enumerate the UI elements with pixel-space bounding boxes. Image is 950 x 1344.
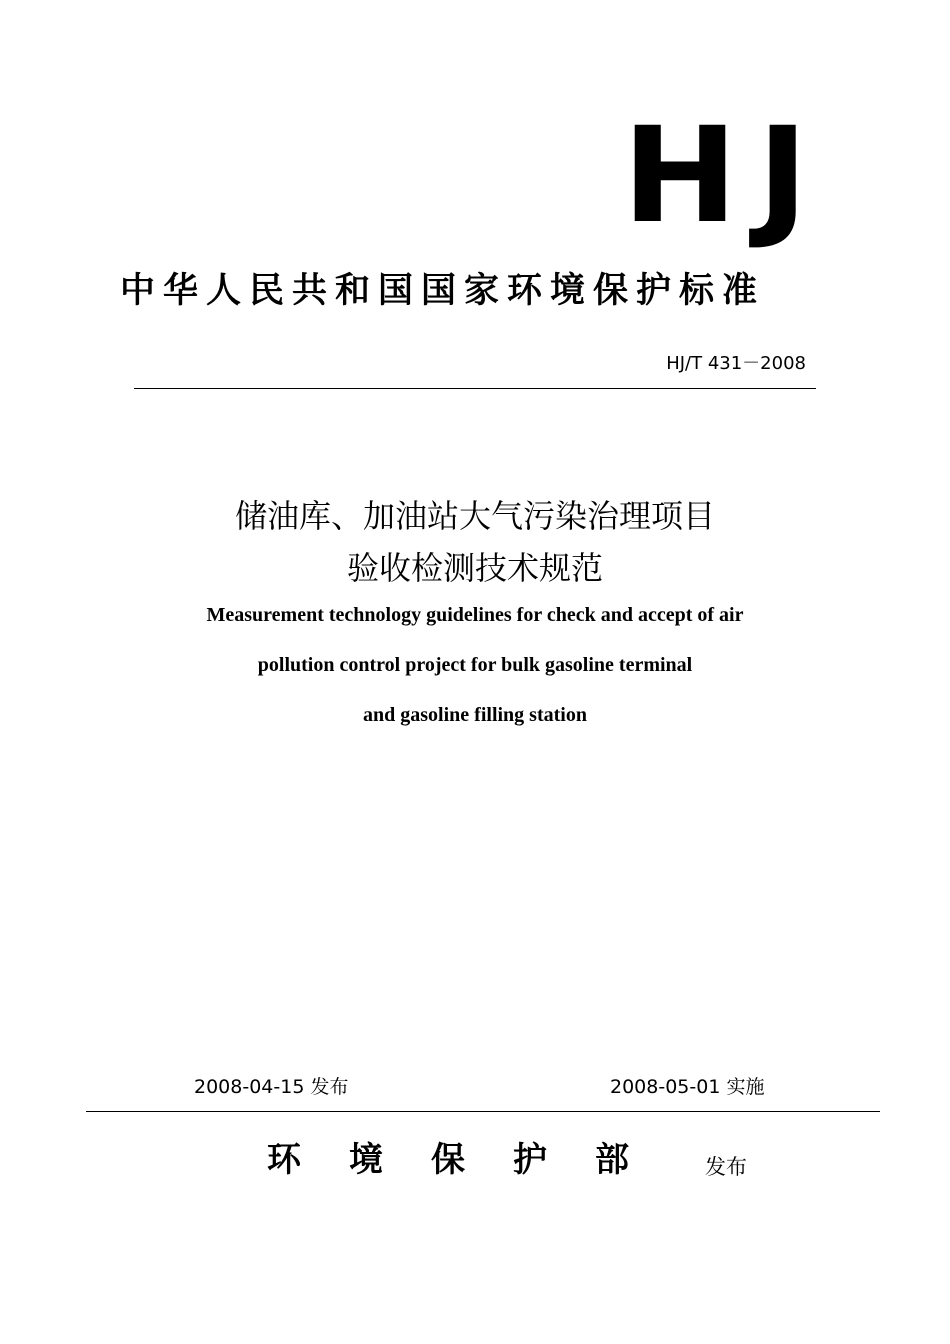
publisher-block <box>267 1138 757 1186</box>
hj-logo: HJ <box>622 99 828 253</box>
english-title-line-3: and gasoline filling station <box>363 704 587 726</box>
english-title-line-2: pollution control project for bulk gasoline terminal <box>257 654 693 676</box>
standard-category-title: 中华人民共和国国家环境保护标准 <box>120 271 766 311</box>
issue-date: 2008-04-15 发布 <box>194 1076 349 1098</box>
implementation-date: 2008-05-01 实施 <box>610 1076 765 1098</box>
chinese-title-line-2: 验收检测技术规范 <box>346 549 603 587</box>
english-title-line-1: Measurement technology guidelines for check and accept of air <box>206 604 744 626</box>
standard-number: HJ/T 431－2008 <box>666 353 806 374</box>
chinese-title-line-1: 储油库、加油站大气污染治理项目 <box>234 497 715 535</box>
footer-divider <box>86 1111 880 1112</box>
publisher-name: 环境保护部 <box>267 1140 677 1180</box>
header-divider <box>134 388 816 389</box>
publisher-suffix: 发布 <box>705 1155 747 1179</box>
